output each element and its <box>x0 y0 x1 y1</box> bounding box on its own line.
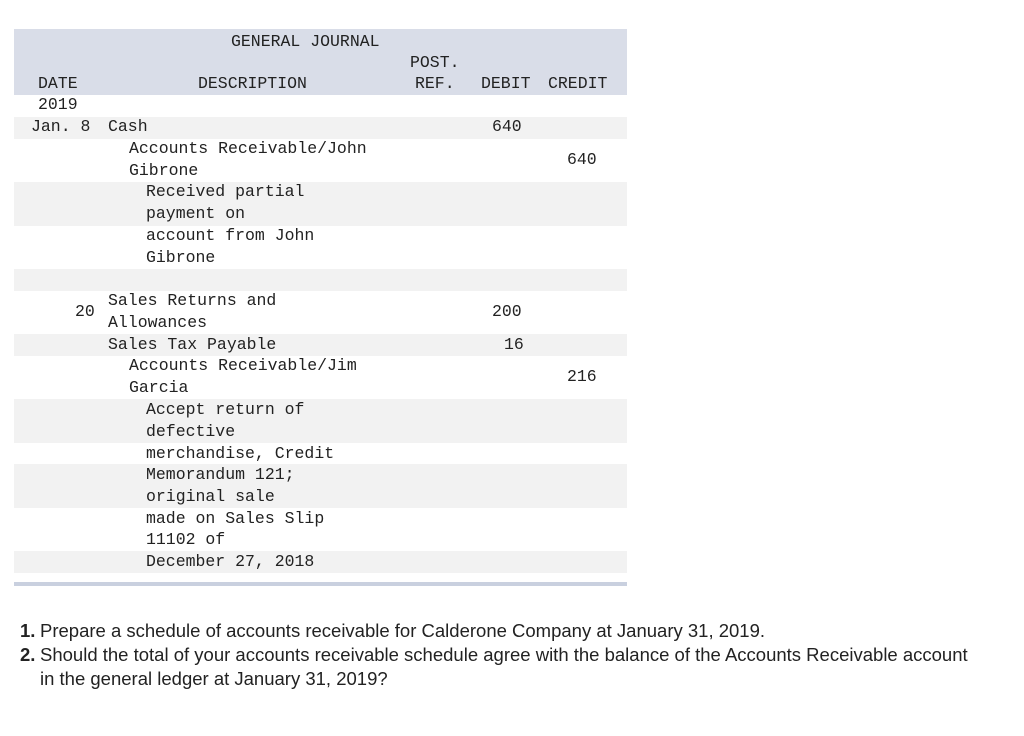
explanation-line: account from John <box>146 226 315 245</box>
debit-account: Sales Tax Payable <box>108 335 277 354</box>
explanation-line: defective <box>146 422 236 441</box>
question-text: Prepare a schedule of accounts receivable for Calderone Company at January 31, 2019. <box>40 620 766 641</box>
row-band <box>14 117 627 139</box>
year-cell: 2019 <box>38 95 78 114</box>
debit-amount: 200 <box>492 302 522 321</box>
credit-account: Garcia <box>129 378 189 397</box>
header-post-ref: POST. <box>410 53 460 72</box>
header-post-ref: REF. <box>415 74 455 93</box>
header-description: DESCRIPTION <box>198 74 307 93</box>
credit-amount: 640 <box>567 150 597 169</box>
header-date: DATE <box>38 74 78 93</box>
entry-date: Jan. 8 <box>31 117 91 136</box>
header-credit: CREDIT <box>548 74 608 93</box>
general-journal <box>14 29 627 586</box>
journal-title: GENERAL JOURNAL <box>231 32 380 51</box>
explanation-line: merchandise, Credit <box>146 444 335 463</box>
question-2 <box>20 643 970 691</box>
explanation-line: Memorandum 121; <box>146 465 295 484</box>
explanation-line: 11102 of <box>146 530 226 549</box>
question-number: 2. <box>20 644 36 665</box>
explanation-line: Accept return of <box>146 400 305 419</box>
debit-amount: 16 <box>504 335 524 354</box>
row-band <box>14 334 627 356</box>
question-1 <box>20 619 970 643</box>
row-band <box>14 182 627 226</box>
header-debit: DEBIT <box>481 74 531 93</box>
debit-account: Sales Returns and <box>108 291 277 310</box>
entry-date: 20 <box>75 302 95 321</box>
explanation-line: made on Sales Slip <box>146 509 325 528</box>
row-band <box>14 399 627 443</box>
debit-amount: 640 <box>492 117 522 136</box>
explanation-line: payment on <box>146 204 246 223</box>
row-band <box>14 464 627 508</box>
credit-account: Gibrone <box>129 161 199 180</box>
credit-account: Accounts Receivable/John <box>129 139 367 158</box>
row-band <box>14 551 627 573</box>
debit-account: Cash <box>108 117 148 136</box>
row-band <box>14 269 627 291</box>
explanation-line: Received partial <box>146 182 305 201</box>
question-list <box>20 619 970 691</box>
table-bottom-border <box>14 582 627 586</box>
credit-amount: 216 <box>567 367 597 386</box>
explanation-line: Gibrone <box>146 248 216 267</box>
question-number: 1. <box>20 620 36 641</box>
explanation-line: December 27, 2018 <box>146 552 315 571</box>
question-text: Should the total of your accounts receivable schedule agree with the balance of the Accounts Receivable account in the general ledger at January 31, 2019? <box>40 644 968 689</box>
explanation-line: original sale <box>146 487 275 506</box>
credit-account: Accounts Receivable/Jim <box>129 356 357 375</box>
debit-account: Allowances <box>108 313 208 332</box>
